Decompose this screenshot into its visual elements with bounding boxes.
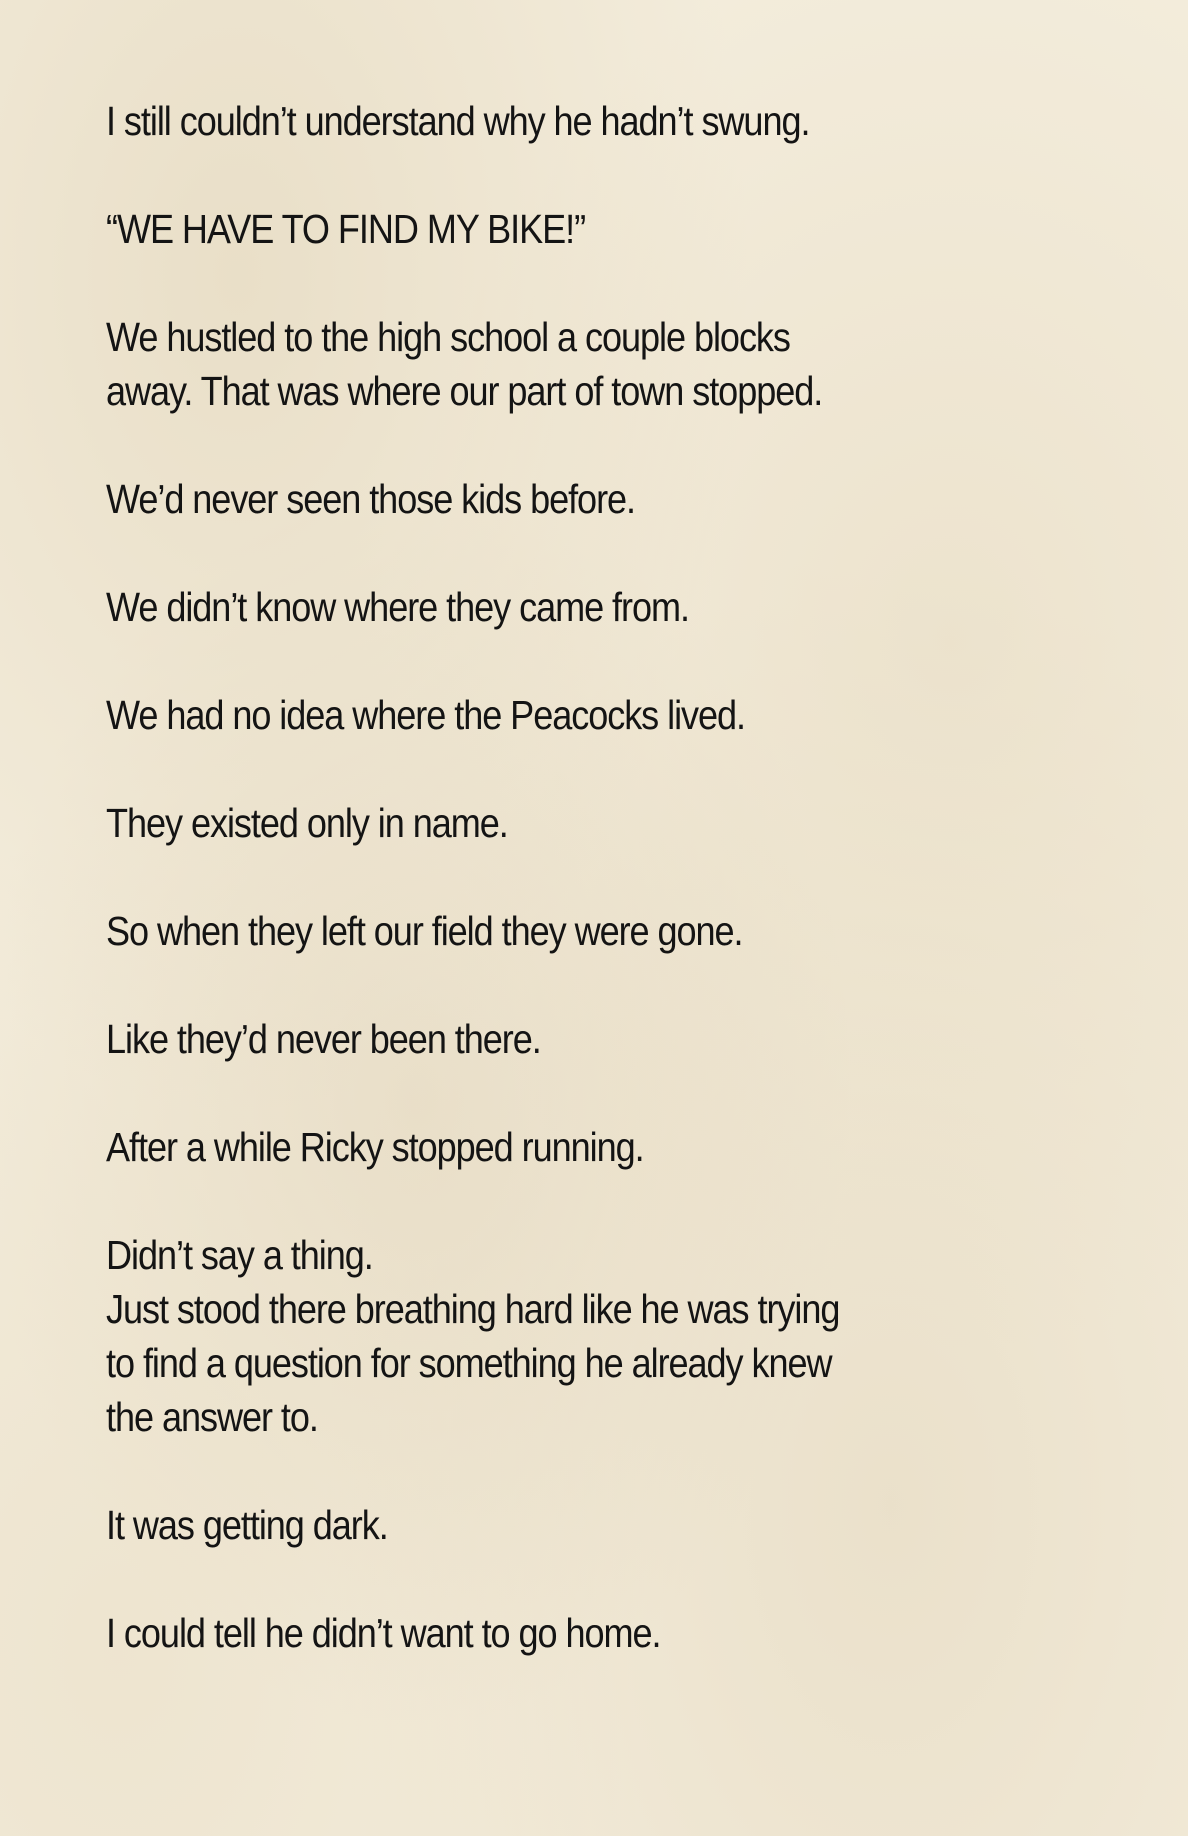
paragraph-11: Didn’t say a thing. Just stood there breathing hard like he was trying to find a question for something he already knew the answer to. [106, 1232, 840, 1440]
paragraph-4: We’d never seen those kids before. [106, 476, 636, 522]
paragraph-12: It was getting dark. [106, 1502, 388, 1548]
story-page [106, 94, 1086, 1714]
paragraph-5: We didn’t know where they came from. [106, 584, 689, 630]
paragraph-9: Like they’d never been there. [106, 1016, 541, 1062]
paragraph-2: “WE HAVE TO FIND MY BIKE!” [106, 206, 586, 252]
paragraph-8: So when they left our field they were gone. [106, 908, 743, 954]
paragraph-7: They existed only in name. [106, 800, 508, 846]
paragraph-6: We had no idea where the Peacocks lived. [106, 692, 746, 738]
paragraph-3: We hustled to the high school a couple blocks away. That was where our part of town stopped. [106, 314, 823, 414]
paragraph-10: After a while Ricky stopped running. [106, 1124, 644, 1170]
paragraph-13: I could tell he didn’t want to go home. [106, 1610, 661, 1656]
paragraph-1: I still couldn’t understand why he hadn’t swung. [106, 98, 810, 144]
